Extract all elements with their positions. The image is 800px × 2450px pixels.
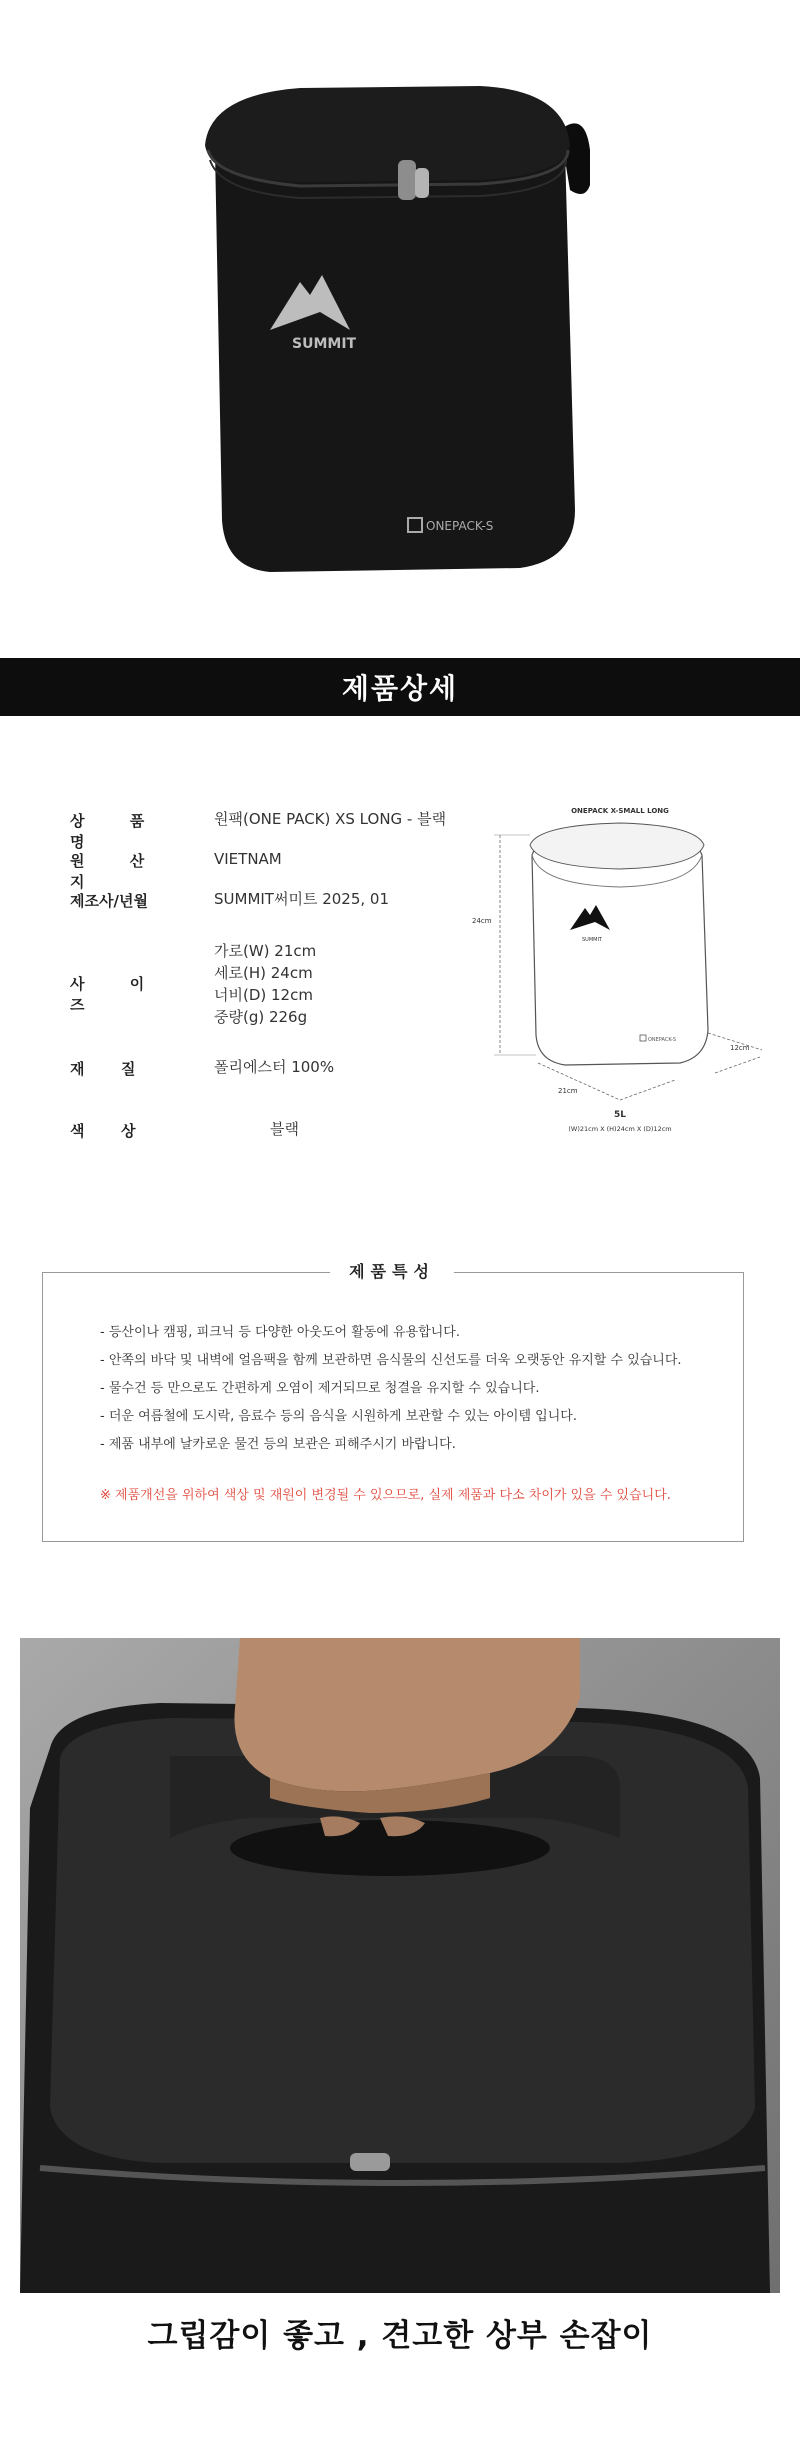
spec-value-size — [214, 940, 316, 1028]
features-title: 제품특성 — [330, 1258, 454, 1286]
diagram-depth-label: 12cm — [730, 1044, 750, 1052]
handle-photo — [20, 1638, 780, 2293]
hero-product-image — [0, 0, 800, 650]
section-banner — [0, 658, 800, 716]
photo-caption: 그립감이 좋고 , 견고한 상부 손잡이 — [147, 2318, 653, 2354]
bag-illustration — [0, 0, 800, 650]
diagram-height-label: 24cm — [472, 917, 492, 925]
spec-label-size: 사 이 즈 — [70, 975, 165, 1014]
feature-item: - 더운 여름철에 도시락, 음료수 등의 음식을 시원하게 보관할 수 있는 아이템 입니다. — [100, 1409, 577, 1424]
diagram-volume: 5L — [614, 1110, 626, 1120]
spec-size-weight: 중량(g) 226g — [214, 1008, 308, 1026]
feature-item: - 안쪽의 바닥 및 내벽에 얼음팩을 함께 보관하면 음식물의 신선도를 더욱 오랫동안 유지할 수 있습니다. — [100, 1353, 682, 1368]
spec-size-depth: 너비(D) 12cm — [214, 986, 313, 1004]
spec-size-height: 세로(H) 24cm — [214, 964, 313, 982]
banner-title: 제품상세 — [341, 672, 459, 705]
spec-label-color: 색 상 — [70, 1122, 136, 1140]
spec-value-maker: SUMMIT써미트 2025, 01 — [214, 890, 390, 908]
hero-tag-text: ONEPACK-S — [426, 519, 494, 533]
hero-brand-text: SUMMIT — [292, 336, 357, 352]
feature-item: - 제품 내부에 날카로운 물건 등의 보관은 피해주시기 바랍니다. — [100, 1437, 456, 1452]
spec-value-color: 블랙 — [270, 1120, 299, 1138]
feature-item: - 물수건 등 만으로도 간편하게 오염이 제거되므로 청결을 유지할 수 있습니다. — [100, 1381, 540, 1396]
diagram-width-label: 21cm — [558, 1087, 578, 1095]
spec-value-name: 원팩(ONE PACK) XS LONG - 블랙 — [214, 810, 447, 828]
spec-label-name: 상 품 명 — [70, 812, 165, 851]
spec-size-width: 가로(W) 21cm — [214, 942, 317, 960]
dimension-diagram — [470, 795, 770, 1145]
spec-value-origin: VIETNAM — [214, 850, 282, 868]
spec-value-material: 폴리에스터 100% — [214, 1058, 335, 1076]
diagram-dims: (W)21cm X (H)24cm X (D)12cm — [568, 1125, 672, 1133]
features-note: ※ 제품개선을 위하여 색상 및 재원이 변경될 수 있으므로, 실제 제품과 다소 차이가 있을 수 있습니다. — [100, 1488, 671, 1503]
diagram-brand-text: SUMMIT — [582, 937, 602, 943]
feature-item: - 등산이나 캠핑, 피크닉 등 다양한 아웃도어 활동에 유용합니다. — [100, 1325, 460, 1340]
diagram-title: ONEPACK X-SMALL LONG — [571, 807, 669, 815]
spec-label-origin: 원 산 지 — [70, 852, 165, 891]
spec-label-maker: 제조사/년월 — [70, 892, 148, 910]
spec-label-material: 재 질 — [70, 1060, 136, 1078]
diagram-tag-text: ONEPACK-S — [648, 1037, 677, 1043]
